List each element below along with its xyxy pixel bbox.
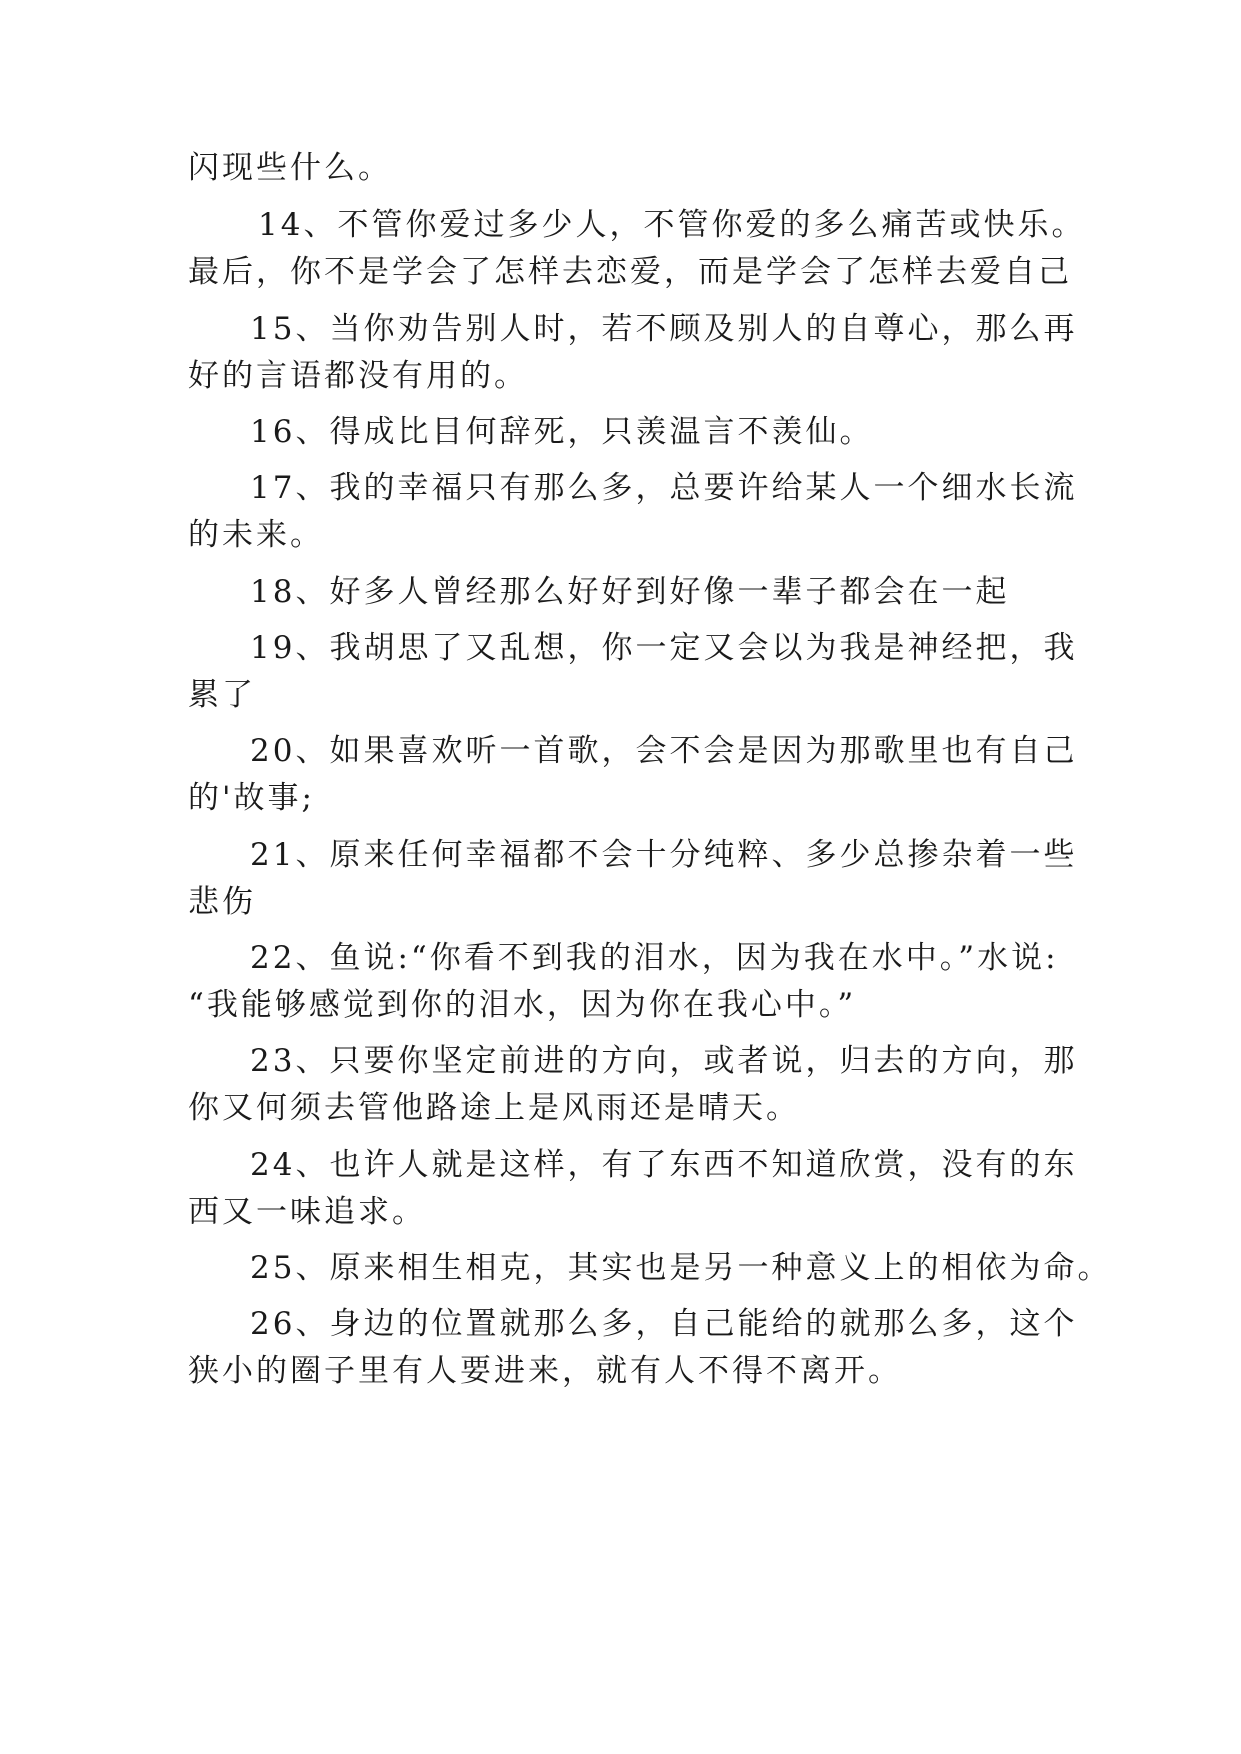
quote-21-line-2: 悲伤 <box>188 884 256 920</box>
quote-19-line-2: 累了 <box>188 677 256 713</box>
quote-24-line-2: 西又一味追求。 <box>188 1194 426 1230</box>
quote-23-line-1: 23、只要你坚定前进的方向，或者说，归去的方向，那 <box>250 1043 1078 1079</box>
quote-19-line-1: 19、我胡思了又乱想，你一定又会以为我是神经把，我 <box>250 630 1078 666</box>
quote-22-line-1: 22、鱼说:“你看不到我的泪水，因为我在水中。”水说: <box>250 940 1059 976</box>
quote-22-line-2: “我能够感觉到你的泪水，因为你在我心中。” <box>188 987 857 1023</box>
quote-16-line-1: 16、得成比目何辞死，只羡温言不羡仙。 <box>250 414 874 450</box>
quote-26-line-2: 狭小的圈子里有人要进来，就有人不得不离开。 <box>188 1353 902 1389</box>
quote-15-line-1: 15、当你劝告别人时，若不顾及别人的自尊心，那么再 <box>250 311 1078 347</box>
quote-21-line-1: 21、原来任何幸福都不会十分纯粹、多少总掺杂着一些 <box>250 837 1078 873</box>
quote-23-line-2: 你又何须去管他路途上是风雨还是晴天。 <box>188 1090 800 1126</box>
quote-14-line-1: 14、不管你爱过多少人，不管你爱的多么痛苦或快乐。 <box>258 207 1086 243</box>
quote-25-line-1: 25、原来相生相克，其实也是另一种意义上的相依为命。 <box>250 1250 1112 1286</box>
quote-20-line-1: 20、如果喜欢听一首歌，会不会是因为那歌里也有自己 <box>250 733 1078 769</box>
quote-15-line-2: 好的言语都没有用的。 <box>188 358 528 394</box>
quote-17-line-2: 的未来。 <box>188 517 324 553</box>
quote-14-line-2: 最后，你不是学会了怎样去恋爱，而是学会了怎样去爱自己 <box>188 254 1072 290</box>
quote-17-line-1: 17、我的幸福只有那么多，总要许给某人一个细水长流 <box>250 470 1078 506</box>
quote-20-line-2: 的'故事; <box>188 780 315 816</box>
quote-24-line-1: 24、也许人就是这样，有了东西不知道欣赏，没有的东 <box>250 1147 1078 1183</box>
text-line: 闪现些什么。 <box>188 150 392 186</box>
quote-26-line-1: 26、身边的位置就那么多，自己能给的就那么多，这个 <box>250 1306 1078 1342</box>
quote-18-line-1: 18、好多人曾经那么好好到好像一辈子都会在一起 <box>250 574 1010 610</box>
